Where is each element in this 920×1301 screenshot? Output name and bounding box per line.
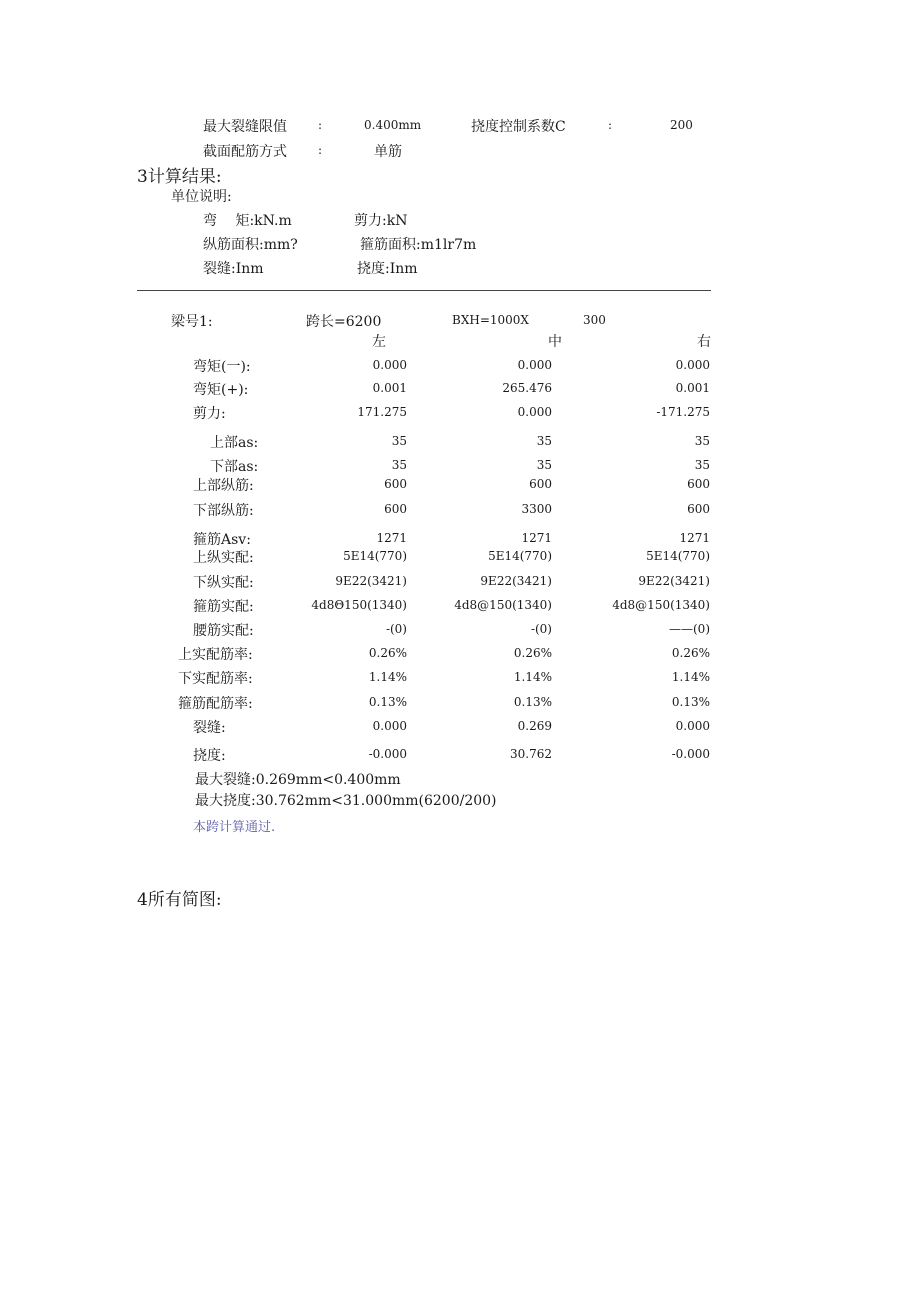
max-crack-summary: 最大裂缝:0.269mm<0.400mm — [195, 772, 401, 788]
cell-mid: 0.26% — [513, 646, 552, 660]
cell-right: 0.001 — [675, 381, 710, 395]
deflection-coef-label: 挠度控制系数C — [471, 119, 566, 135]
cell-right: 35 — [694, 458, 710, 472]
cell-mid: 35 — [536, 434, 552, 448]
reinforcement-value: 单筋 — [374, 144, 402, 160]
cell-mid: 4d8@150(1340) — [454, 598, 552, 612]
unit-shear: 剪力:kN — [354, 213, 408, 229]
divider-line — [137, 290, 711, 291]
cell-mid: 0.000 — [517, 405, 552, 419]
crack-limit-label: 最大裂缝限值 — [203, 119, 287, 135]
cell-right: 9E22(3421) — [638, 574, 710, 588]
cell-right: 600 — [687, 502, 710, 516]
row-label: 箍筋Asv: — [193, 532, 251, 548]
beam-bxh-height: 300 — [583, 313, 606, 327]
row-label: 腰筋实配: — [193, 623, 254, 639]
unit-long-area: 纵筋面积:mm? — [203, 237, 298, 253]
cell-left: 600 — [384, 502, 407, 516]
cell-mid: 0.000 — [517, 358, 552, 372]
cell-left: 4d8Θ150(1340) — [311, 598, 407, 612]
row-label: 上实配筋率: — [178, 647, 253, 663]
reinforcement-colon: : — [318, 143, 323, 157]
beam-id: 梁号1: — [171, 314, 213, 330]
cell-mid: 35 — [536, 458, 552, 472]
cell-left: 0.26% — [368, 646, 407, 660]
row-label: 箍筋实配: — [193, 599, 254, 615]
reinforcement-label: 截面配筋方式 — [203, 144, 287, 160]
pass-message: 本跨计算通过. — [193, 820, 276, 835]
cell-mid: 9E22(3421) — [480, 574, 552, 588]
cell-left: 1271 — [376, 531, 407, 545]
cell-right: 600 — [687, 477, 710, 491]
row-label: 挠度: — [193, 748, 226, 764]
unit-stirrup-area: 箍筋面积:m1lr7m — [360, 237, 477, 253]
cell-right: 0.26% — [671, 646, 710, 660]
row-label: 下纵实配: — [193, 575, 254, 591]
col-mid-header: 中 — [548, 334, 562, 350]
cell-right: 1.14% — [671, 670, 710, 684]
section3-title: 3计算结果: — [137, 167, 222, 187]
cell-mid: 265.476 — [502, 381, 552, 395]
cell-left: -(0) — [385, 622, 407, 636]
unit-deflection: 挠度:Inm — [357, 261, 418, 277]
cell-right: 0.000 — [675, 719, 710, 733]
cell-left: 35 — [391, 434, 407, 448]
cell-left: 0.000 — [372, 719, 407, 733]
unit-moment: 弯 矩:kN.m — [203, 213, 292, 229]
cell-left: 0.13% — [368, 695, 407, 709]
cell-left: 0.000 — [372, 358, 407, 372]
deflection-coef-value: 200 — [670, 118, 693, 132]
cell-right: -0.000 — [671, 747, 710, 761]
cell-left: 35 — [391, 458, 407, 472]
row-label: 上部as: — [210, 435, 259, 451]
cell-mid: 1.14% — [513, 670, 552, 684]
cell-right: ——(0) — [669, 622, 710, 636]
cell-mid: 1271 — [521, 531, 552, 545]
cell-mid: 0.269 — [517, 719, 552, 733]
cell-mid: 5E14(770) — [488, 549, 552, 563]
col-right-header: 右 — [697, 334, 711, 350]
cell-left: 1.14% — [368, 670, 407, 684]
row-label: 下实配筋率: — [178, 671, 253, 687]
cell-mid: 600 — [529, 477, 552, 491]
row-label: 剪力: — [193, 406, 226, 422]
crack-limit-value: 0.400mm — [364, 118, 422, 132]
row-label: 下部as: — [210, 459, 259, 475]
max-deflection-summary: 最大挠度:30.762mm<31.000mm(6200/200) — [195, 793, 497, 809]
col-left-header: 左 — [372, 334, 386, 350]
cell-mid: 0.13% — [513, 695, 552, 709]
crack-limit-colon: : — [318, 118, 323, 132]
cell-right: 1271 — [679, 531, 710, 545]
cell-right: 5E14(770) — [646, 549, 710, 563]
cell-mid: 30.762 — [510, 747, 552, 761]
row-label: 下部纵筋: — [193, 503, 254, 519]
cell-mid: 3300 — [521, 502, 552, 516]
cell-right: -171.275 — [656, 405, 710, 419]
cell-mid: -(0) — [530, 622, 552, 636]
section4-title: 4所有简图: — [137, 890, 222, 910]
row-label: 箍筋配筋率: — [178, 696, 253, 712]
cell-left: -0.000 — [368, 747, 407, 761]
row-label: 弯矩(一): — [193, 359, 251, 375]
deflection-coef-colon: : — [608, 118, 613, 132]
cell-left: 600 — [384, 477, 407, 491]
beam-span: 跨长=6200 — [306, 314, 382, 330]
cell-right: 0.13% — [671, 695, 710, 709]
row-label: 裂缝: — [193, 720, 226, 736]
cell-left: 9E22(3421) — [335, 574, 407, 588]
row-label: 上部纵筋: — [193, 478, 254, 494]
cell-left: 0.001 — [372, 381, 407, 395]
unit-crack: 裂缝:Inm — [203, 261, 264, 277]
row-label: 弯矩(+): — [193, 382, 249, 398]
beam-bxh: BXH=1000X — [452, 313, 529, 327]
row-label: 上纵实配: — [193, 550, 254, 566]
cell-right: 4d8@150(1340) — [612, 598, 710, 612]
cell-left: 5E14(770) — [343, 549, 407, 563]
units-title: 单位说明: — [171, 189, 232, 205]
cell-right: 0.000 — [675, 358, 710, 372]
cell-left: 171.275 — [357, 405, 407, 419]
cell-right: 35 — [694, 434, 710, 448]
